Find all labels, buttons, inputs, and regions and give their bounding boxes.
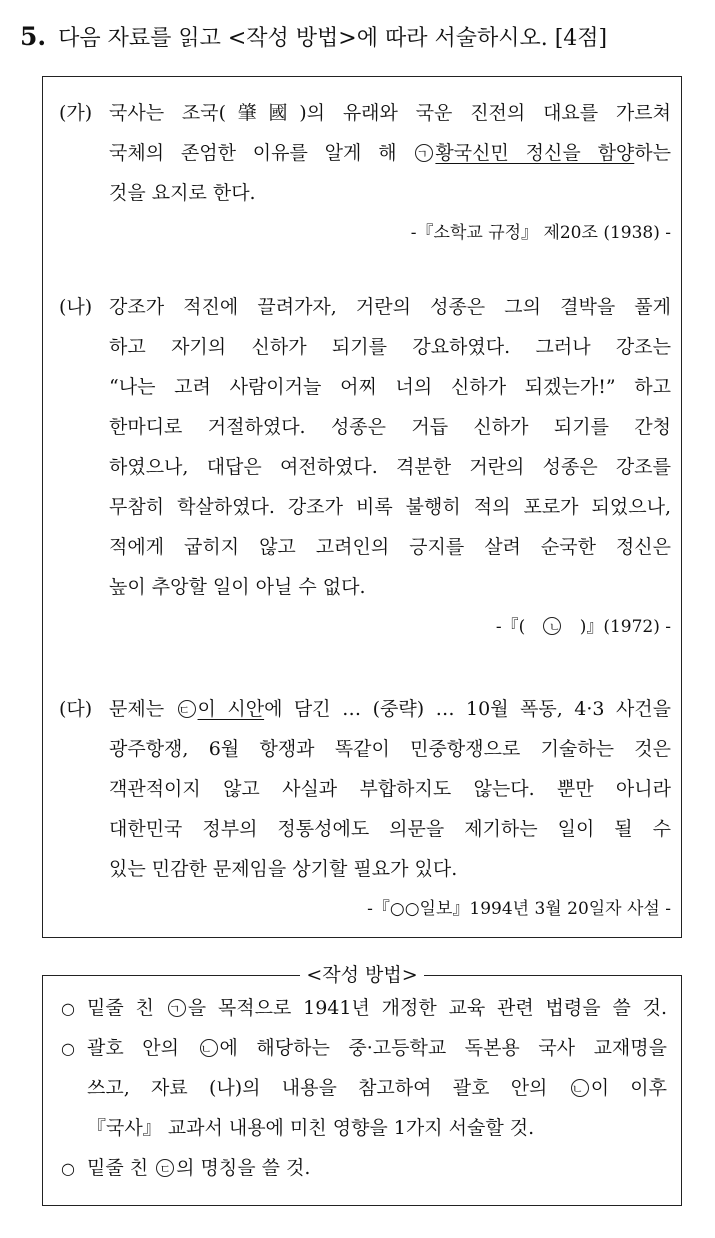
bullet-icon: ○ [61,999,75,1018]
bullet-icon: ○ [61,1039,75,1058]
circled-mark-digeut: ㄷ [156,1159,174,1177]
method-item: ○ 밑줄 친 ㄷ 의 명칭을 쓸 것. [61,1148,667,1188]
passage-citation: -『○○일보』1994년 3월 20일자 사설 - [367,899,671,919]
passage-citation: -『소학교 규정』 제20조 (1938) - [410,223,671,243]
passage-line: 객관적이지 않고 사실과 부합하지도 않는다. 뿐만 아니라 [109,778,671,800]
source-material-box [42,76,682,938]
method-list [61,988,667,1188]
passage-line: 광주항쟁, 6월 항쟁과 똑같이 민중항쟁으로 기술하는 것은 [109,738,671,760]
circled-mark-giyeok: ㄱ [415,144,433,162]
passage-label: (가) [59,102,93,124]
bullet-icon: ○ [61,1159,75,1178]
circled-mark-digeut: ㄷ [178,700,196,718]
passage-line: (다) 문제는 ㄷ 이 시안에 담긴 … (중략) … 10월 폭동, 4·3 사건을 [59,689,671,729]
passage-line: 대한민국 정부의 정통성에도 의문을 제기하는 일이 될 수 [109,818,671,840]
passage-line: 국체의 존엄한 이유를 알게 해 ㄱ 황국신민 정신을 함양하는 [109,142,671,164]
method-title: <작성 방법> [42,962,682,988]
passage-label: (다) [59,698,93,720]
passage-citation: -『( ㄴ )』(1972) - [495,617,671,637]
passage-line: 하고 자기의 신하가 되기를 강요하였다. 그러나 강조는 [109,336,671,358]
writing-method-box [42,975,682,1206]
method-item-continued: 『국사』 교과서 내용에 미친 영향을 1가지 서술할 것. [87,1117,535,1139]
passage-line: 한마디로 거절하였다. 성종은 거듭 신하가 되기를 간청 [109,416,671,438]
passage-line: 높이 추앙할 일이 아닐 수 없다. [109,576,366,598]
passage-da [59,689,671,929]
question-header [20,20,700,56]
passage-line: “나는 고려 사람이거늘 어찌 너의 신하가 되겠는가!” 하고 [109,376,671,398]
passage-line: 무참히 학살하였다. 강조가 비록 불행히 적의 포로가 되었으나, [109,496,671,518]
underlined-phrase: 황국신민 정신을 함양 [435,142,635,164]
passage-line: (나) 강조가 적진에 끌려가자, 거란의 성종은 그의 결박을 풀게 [59,287,671,327]
passage-line: 적에게 굽히지 않고 고려인의 긍지를 살려 순국한 정신은 [109,536,671,558]
method-item: ○ 괄호 안의 ㄴ 에 해당하는 중·고등학교 독본용 국사 교재명을 [61,1028,667,1068]
method-item: ○ 밑줄 친 ㄱ 을 목적으로 1941년 개정한 교육 관련 법령을 쓸 것. [61,988,667,1028]
passage-na [59,287,671,647]
circled-mark-nieun: ㄴ [571,1079,589,1097]
passage-label: (나) [59,296,93,318]
circled-mark-giyeok: ㄱ [168,999,186,1017]
passage-line: 하였으나, 대답은 여전하였다. 격분한 거란의 성종은 강조를 [109,456,671,478]
passage-line: (가) 국사는 조국(肇國)의 유래와 국운 진전의 대요를 가르쳐 [59,93,671,133]
passage-line: 것을 요지로 한다. [109,182,256,204]
passage-line: 있는 민감한 문제임을 상기할 필요가 있다. [109,858,458,880]
question-number: 5. [20,22,47,51]
circled-mark-nieun: ㄴ [543,617,561,635]
method-item-continued: 쓰고, 자료 (나)의 내용을 참고하여 괄호 안의 ㄴ 이 이후 [87,1077,668,1099]
circled-mark-nieun: ㄴ [200,1039,218,1057]
question-text: 다음 자료를 읽고 <작성 방법>에 따라 서술하시오. [4점] [58,26,608,51]
underlined-phrase: 이 시안 [197,698,265,720]
passage-ga [59,93,671,253]
